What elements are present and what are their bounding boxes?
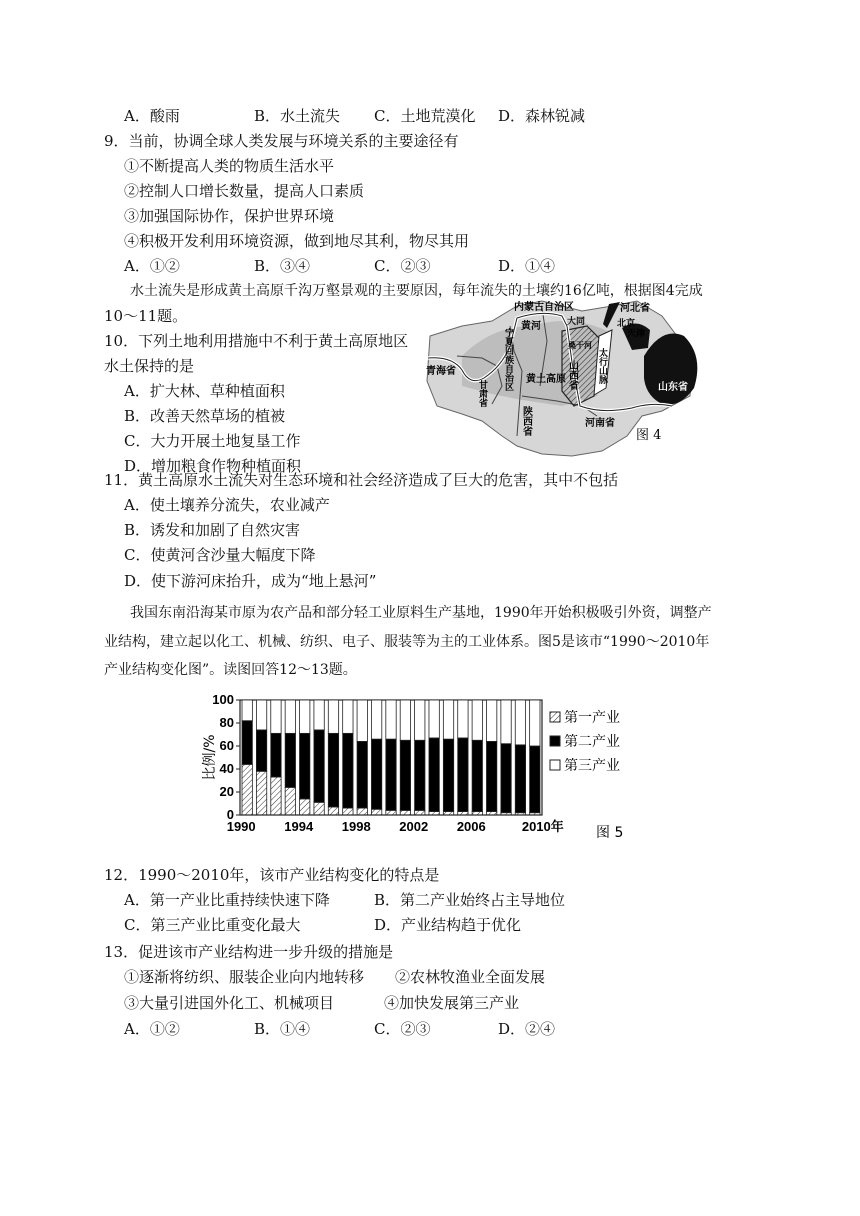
bar-segment	[443, 700, 453, 739]
bar-segment	[386, 700, 396, 739]
bar-segment	[486, 812, 496, 815]
q8-option-a: A．酸雨	[124, 107, 180, 125]
bar-segment	[515, 745, 525, 813]
map-label-taihang: 太行山脉	[597, 348, 607, 384]
legend-swatch	[550, 712, 560, 722]
q9-option-a: A．①②	[124, 257, 180, 275]
q11-option-d: D．使下游河床抬升，成为“地上悬河”	[124, 572, 377, 590]
intro-12-13-line2: 业结构，建立起以化工、机械、纺织、电子、服装等为主的工业体系。图5是该市“1990～2010年	[104, 634, 710, 650]
legend-label: 第一产业	[564, 710, 620, 726]
q13-option-a: A．①②	[124, 1020, 180, 1038]
q10-stem-line2: 水土保持的是	[104, 357, 195, 375]
bar-segment	[242, 764, 252, 815]
bar-segment	[530, 700, 540, 746]
q9-option-d: D．①④	[498, 257, 556, 275]
q12-option-c: C．第三产业比重变化最大	[124, 916, 301, 934]
x-tick-label: 2002	[399, 819, 429, 834]
bar-segment	[486, 741, 496, 811]
bar-segment	[429, 738, 439, 812]
map-label-shanxi: 山西省	[566, 360, 578, 390]
q13-item-2: ②农林牧渔业全面发展	[395, 968, 546, 986]
y-tick-label: 40	[219, 761, 234, 776]
legend-swatch	[550, 736, 560, 746]
bar-segment	[501, 744, 511, 813]
q13-item-3: ③大量引进国外化工、机械项目	[124, 994, 335, 1012]
q9-item-4: ④积极开发利用环境资源，做到地尽其利，物尽其用	[124, 232, 470, 250]
bar-segment	[314, 802, 324, 815]
q13-item-4: ④加快发展第三产业	[384, 994, 520, 1012]
y-tick-label: 20	[219, 784, 234, 799]
map-label-datong: 大同	[567, 317, 586, 327]
bar-segment	[314, 730, 324, 802]
q11-option-b: B．诱发和加剧了自然灾害	[124, 521, 301, 539]
q10-option-b: B．改善天然草场的植被	[124, 407, 286, 425]
legend-swatch	[550, 760, 560, 770]
q9-item-3: ③加强国际协作，保护世界环境	[124, 207, 335, 225]
bar-segment	[328, 733, 338, 807]
bar-segment	[285, 700, 295, 733]
map-label-huanghe: 黄河	[521, 321, 541, 332]
x-tick-label: 2010年	[521, 819, 564, 834]
q12-stem: 12．1990～2010年，该市产业结构变化的特点是	[104, 866, 440, 884]
figure-5-caption: 图 5	[596, 825, 624, 840]
bar-segment	[386, 810, 396, 815]
bar-segment	[400, 740, 410, 810]
x-tick-label: 2006	[456, 819, 486, 834]
q8-option-b: B．水土流失	[254, 107, 341, 125]
figure-4-caption: 图 4	[636, 428, 662, 443]
bar-segment	[371, 739, 381, 809]
map-label-sanggan: 桑干河	[568, 341, 592, 350]
bar-segment	[472, 812, 482, 815]
q11-option-c: C．使黄河含沙量大幅度下降	[124, 546, 316, 564]
bar-segment	[486, 700, 496, 741]
x-tick-label: 1990	[226, 819, 256, 834]
bar-segment	[314, 700, 324, 730]
bar-segment	[343, 700, 353, 733]
bar-segment	[242, 721, 252, 765]
figure-4-map	[422, 296, 704, 466]
bar-segment	[400, 700, 410, 740]
q13-option-d: D．②④	[498, 1020, 556, 1038]
q8-option-c: C．土地荒漠化	[374, 107, 476, 125]
bar-segment	[343, 808, 353, 815]
bar-segment	[357, 741, 367, 808]
bar-segment	[300, 733, 310, 799]
q9-option-b: B．③④	[254, 257, 311, 275]
bar-segment	[515, 700, 525, 745]
bar-segment	[285, 787, 295, 815]
map-label-gansu: 甘肃省	[477, 380, 487, 407]
map-label-ningxia: 宁夏回族自治区	[503, 328, 513, 391]
bar-segment	[458, 812, 468, 815]
map-label-tianjin: 天津	[627, 329, 646, 339]
q11-option-a: A．使土壤养分流失，农业减产	[124, 496, 330, 514]
y-tick-label: 0	[226, 807, 234, 822]
q10-option-c: C．大力开展土地复垦工作	[124, 432, 301, 450]
bar-segment	[371, 809, 381, 815]
bar-segment	[443, 812, 453, 815]
bar-segment	[472, 700, 482, 740]
bar-segment	[472, 740, 482, 811]
y-tick-label: 100	[212, 692, 234, 707]
bar-segment	[400, 810, 410, 815]
bar-segment	[501, 700, 511, 744]
bar-segment	[458, 738, 468, 812]
map-label-shaanxi: 陕西省	[520, 406, 532, 436]
legend-label: 第二产业	[564, 734, 620, 750]
q13-option-b: B．①④	[254, 1020, 311, 1038]
x-tick-label: 1994	[284, 819, 314, 834]
bar-segment	[271, 700, 281, 733]
q11-stem: 11．黄土高原水土流失对生态环境和社会经济造成了巨大的危害，其中不包括	[104, 471, 619, 489]
industry-structure-chart	[200, 690, 640, 840]
map-label-qinghai: 青海省	[426, 366, 456, 377]
map-label-neimenggu: 内蒙古自治区	[514, 302, 574, 313]
y-axis-label: 比例/%	[202, 734, 218, 781]
bar-segment	[415, 810, 425, 815]
bar-segment	[371, 700, 381, 739]
bar-segment	[343, 733, 353, 808]
q12-option-d: D．产业结构趋于优化	[374, 916, 522, 934]
bar-segment	[256, 730, 266, 771]
y-tick-label: 80	[219, 715, 234, 730]
q9-option-c: C．②③	[374, 257, 431, 275]
intro-10-11-line2: 10～11题。	[104, 307, 188, 325]
loess-plateau-map	[422, 296, 704, 466]
figure-5-chart	[200, 690, 640, 840]
y-tick-label: 60	[219, 738, 234, 753]
q12-option-a: A．第一产业比重持续快速下降	[124, 891, 330, 909]
intro-12-13-line1: 我国东南沿海某市原为农产品和部分轻工业原料生产基地，1990年开始积极吸引外资，调整产	[130, 605, 712, 621]
q10-option-d: D．增加粮食作物种植面积	[124, 457, 302, 475]
bar-segment	[271, 777, 281, 815]
bar-segment	[458, 700, 468, 738]
bar-segment	[386, 739, 396, 810]
q13-option-c: C．②③	[374, 1020, 431, 1038]
q12-option-b: B．第二产业始终占主导地位	[374, 891, 566, 909]
bar-segment	[271, 733, 281, 777]
map-label-henan: 河南省	[585, 418, 615, 429]
q10-stem-line1: 10．下列土地利用措施中不利于黄土高原地区	[104, 332, 409, 350]
x-tick-label: 1998	[341, 819, 371, 834]
bar-segment	[415, 700, 425, 740]
q9-item-1: ①不断提高人类的物质生活水平	[124, 157, 335, 175]
bar-segment	[242, 700, 252, 721]
map-label-hebei: 河北省	[620, 303, 650, 314]
intro-10-11-line1: 水土流失是形成黄土高原千沟万壑景观的主要原因，每年流失的土壤约16亿吨，根据图4完成	[130, 283, 703, 299]
q13-stem: 13．促进该市产业结构进一步升级的措施是	[104, 943, 394, 961]
map-label-shandong: 山东省	[658, 382, 688, 393]
q9-item-2: ②控制人口增长数量，提高人口素质	[124, 182, 365, 200]
bar-segment	[300, 700, 310, 733]
q13-item-1: ①逐渐将纺织、服装企业向内地转移	[124, 968, 365, 986]
q10-option-a: A．扩大林、草种植面积	[124, 382, 285, 400]
bar-segment	[256, 771, 266, 815]
q8-option-d: D．森林锐减	[498, 107, 586, 125]
intro-12-13-line3: 产业结构变化图”。读图回答12～13题。	[104, 662, 357, 678]
bar-segment	[429, 700, 439, 738]
bar-segment	[285, 733, 295, 787]
bar-segment	[357, 700, 367, 741]
legend-label: 第三产业	[564, 758, 620, 774]
bar-segment	[256, 700, 266, 730]
bar-segment	[415, 740, 425, 810]
bar-segment	[300, 799, 310, 815]
map-label-plateau: 黄土高原	[526, 374, 566, 385]
bar-segment	[530, 746, 540, 813]
bar-segment	[443, 739, 453, 811]
q9-stem: 9．当前，协调全球人类发展与环境关系的主要途径有	[104, 132, 459, 150]
map-label-beijing: 北京	[617, 319, 636, 329]
bar-segment	[328, 700, 338, 733]
bar-segment	[429, 812, 439, 815]
bar-segment	[357, 808, 367, 815]
bar-segment	[328, 807, 338, 815]
